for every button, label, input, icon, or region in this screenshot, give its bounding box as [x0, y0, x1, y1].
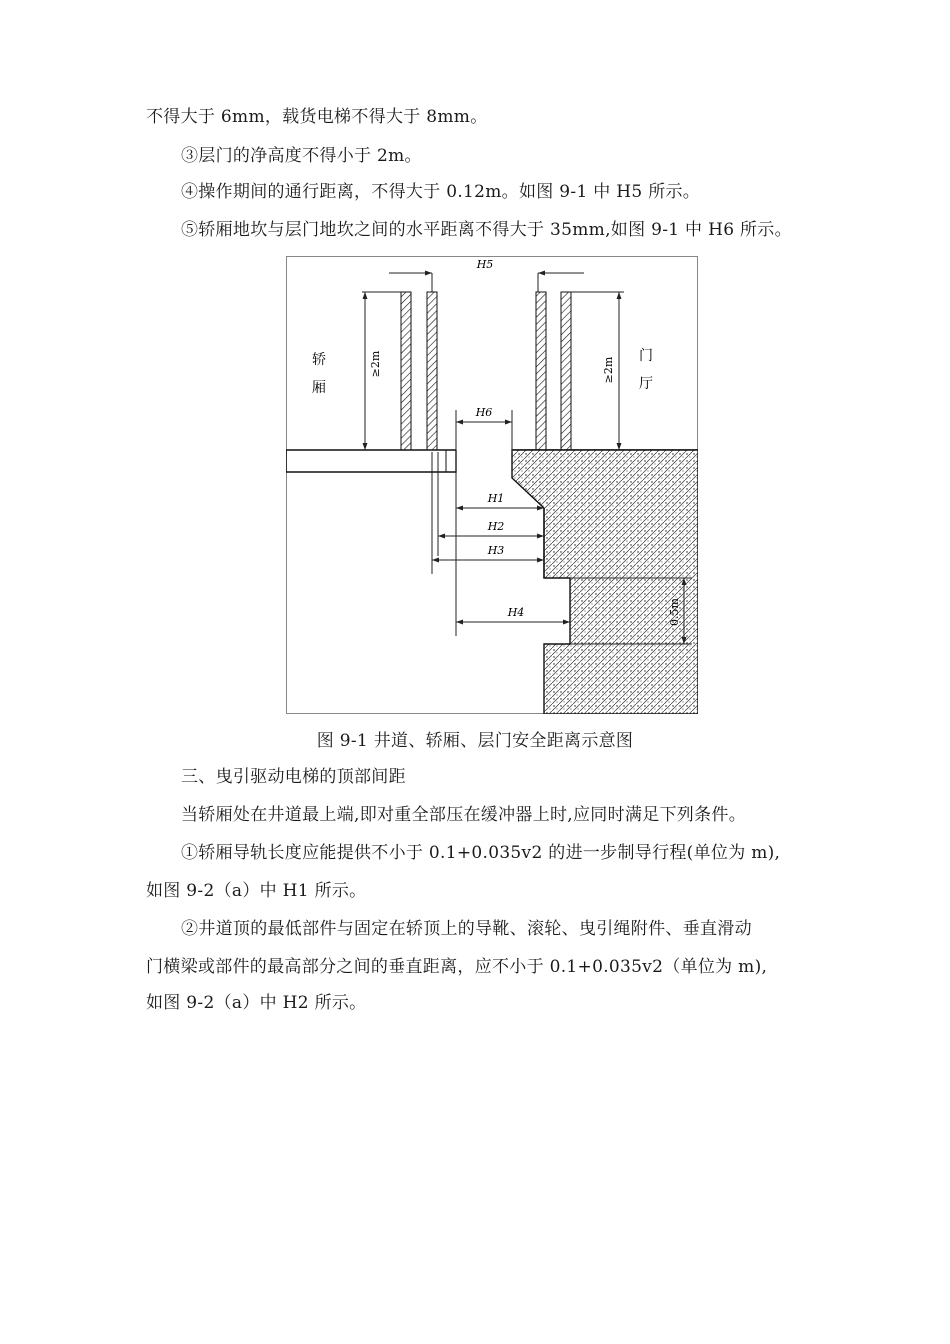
paragraph-8c: 如图 9-2（a）中 H2 所示。 — [146, 993, 367, 1013]
paragraph-3: ④操作期间的通行距离，不得大于 0.12m。如图 9-1 中 H5 所示。 — [181, 182, 701, 202]
label-h6: H6 — [475, 406, 493, 419]
paragraph-4: ⑤轿厢地坎与层门地坎之间的水平距离不得大于 35mm,如图 9-1 中 H6 所示。 — [181, 220, 792, 240]
paragraph-7a: ①轿厢导轨长度应能提供不小于 0.1+0.035v2 的进一步制导行程(单位为 m), — [181, 843, 781, 863]
paragraph-8b: 门横梁或部件的最高部分之间的垂直距离，应不小于 0.1+0.035v2（单位为 m), — [146, 957, 768, 977]
figure-caption: 图 9-1 井道、轿厢、层门安全距离示意图 — [316, 731, 634, 751]
label-h1: H1 — [487, 492, 505, 505]
label-h4: H4 — [507, 606, 525, 619]
label-hall-1: 门 — [639, 348, 653, 364]
label-car-2: 厢 — [312, 380, 326, 396]
label-h2: H2 — [487, 520, 505, 533]
label-hall-2: 厅 — [639, 376, 653, 392]
label-height-left: ≥2m — [369, 350, 382, 378]
label-car-1: 轿 — [312, 352, 326, 368]
label-h3: H3 — [487, 544, 505, 557]
figure-9-1 — [286, 256, 698, 714]
paragraph-2: ③层门的净高度不得小于 2m。 — [181, 146, 422, 166]
label-h5: H5 — [476, 258, 494, 271]
hall-wall — [512, 450, 698, 714]
label-depth: 0.5m — [668, 598, 681, 626]
paragraph-7b: 如图 9-2（a）中 H1 所示。 — [146, 881, 367, 901]
label-height-right: ≥2m — [602, 356, 615, 384]
paragraph-1: 不得大于 6mm，载货电梯不得大于 8mm。 — [146, 107, 488, 127]
paragraph-6: 当轿厢处在井道最上端,即对重全部压在缓冲器上时,应同时满足下列条件。 — [181, 805, 747, 825]
figure-diagram — [286, 256, 698, 714]
paragraph-8a: ②井道顶的最低部件与固定在轿顶上的导靴、滚轮、曳引绳附件、垂直滑动 — [181, 919, 752, 939]
section-heading: 三、曳引驱动电梯的顶部间距 — [181, 767, 406, 787]
